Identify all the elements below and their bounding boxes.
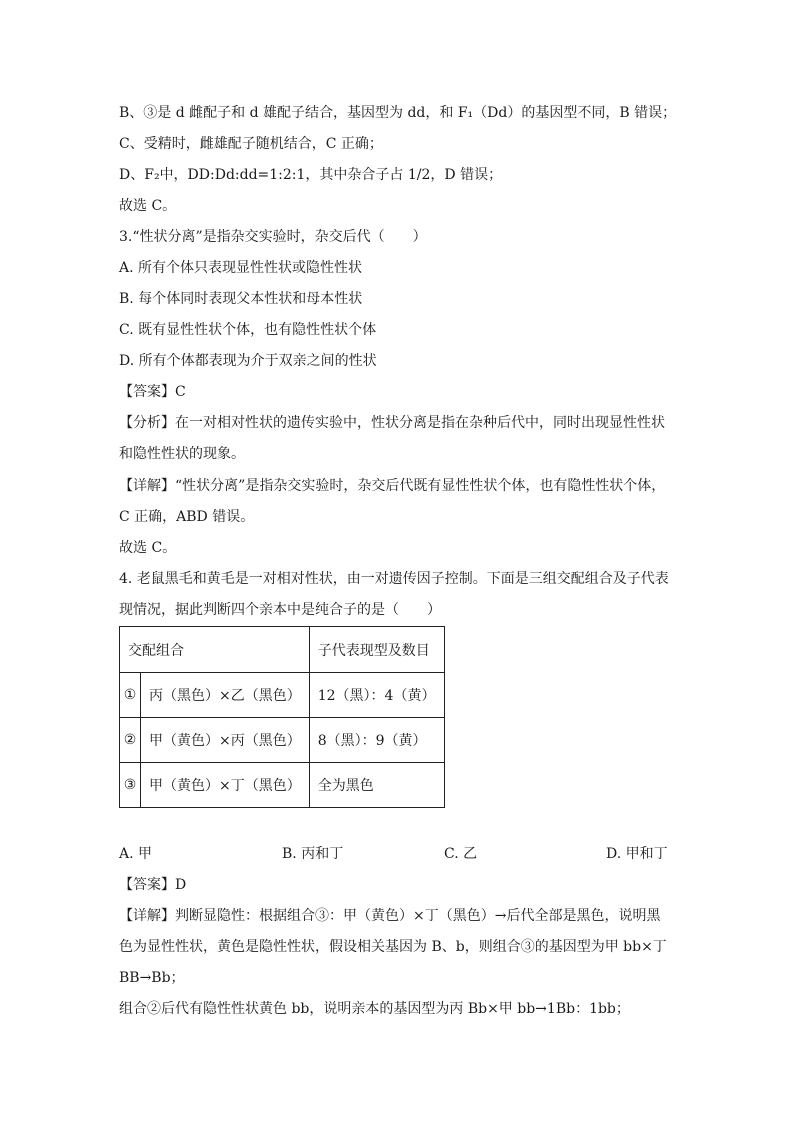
question-3-option-c: C. 既有显性性状个体，也有隐性性状个体 [119, 322, 377, 338]
answer-3: 【答案】C [119, 384, 186, 400]
row-combo: 甲（黄色）×丙（黑色） [141, 718, 310, 763]
text-line: D、F₂中，DD:Dd:dd=1:2:1，其中杂合子占 1/2，D 错误； [119, 167, 503, 183]
detail-3: 【详解】“性状分离”是指杂交实验时，杂交后代既有显性性状个体，也有隐性性状个体， [119, 478, 666, 494]
question-4-option-b: B. 丙和丁 [282, 846, 344, 862]
row-result: 全为黑色 [309, 763, 444, 808]
row-combo: 丙（黑色）×乙（黑色） [141, 673, 310, 718]
conclusion-3: 故选 C。 [119, 540, 177, 556]
question-4: 4. 老鼠黑毛和黄毛是一对相对性状，由一对遗传因子控制。下面是三组交配组合及子代表 [119, 571, 669, 587]
question-3-option-d: D. 所有个体都表现为介于双亲之间的性状 [119, 353, 377, 369]
analysis-3: 【分析】在一对相对性状的遗传实验中，性状分离是指在杂种后代中，同时出现显性性状 [119, 415, 665, 431]
analysis-3: 和隐性性状的现象。 [119, 446, 245, 462]
question-4: 现情况，据此判断四个亲本中是纯合子的是（ ） [119, 602, 441, 618]
row-combo: 甲（黄色）×丁（黑色） [141, 763, 310, 808]
table-row [120, 718, 445, 763]
row-result: 8（黑）：9（黄） [309, 718, 444, 763]
text-line: 故选 C。 [119, 198, 177, 214]
detail-4: 色为显性性状，黄色是隐性性状，假设相关基因为 B、b，则组合③的基因型为甲 bb×丁 [119, 939, 667, 955]
row-result: 12（黑）：4（黄） [309, 673, 444, 718]
question-3: 3.“性状分离”是指杂交实验时，杂交后代（ ） [119, 229, 427, 245]
text-line: B、③是 d 雌配子和 d 雄配子结合，基因型为 dd，和 F₁（Dd）的基因型不同，B 错误； [119, 105, 677, 121]
detail-4: 组合②后代有隐性性状黄色 bb，说明亲本的基因型为丙 Bb×甲 bb→1Bb：1bb； [119, 1001, 630, 1017]
question-4-option-a: A. 甲 [119, 846, 153, 862]
question-3-option-a: A. 所有个体只表现显性性状或隐性性状 [119, 260, 363, 276]
row-number: ① [120, 673, 141, 718]
header-combo: 交配组合 [120, 627, 310, 673]
row-number: ② [120, 718, 141, 763]
table-header-row [120, 627, 445, 673]
cross-table [119, 626, 445, 808]
detail-3: C 正确，ABD 错误。 [119, 509, 255, 525]
text-line: C、受精时，雌雄配子随机结合，C 正确； [119, 136, 383, 152]
answer-4: 【答案】D [119, 877, 187, 893]
detail-4: BB→Bb； [119, 970, 185, 986]
table-row [120, 673, 445, 718]
row-number: ③ [120, 763, 141, 808]
header-result: 子代表现型及数目 [309, 627, 444, 673]
question-3-option-b: B. 每个体同时表现父本性状和母本性状 [119, 291, 363, 307]
detail-4: 【详解】判断显隐性：根据组合③：甲（黄色）×丁（黑色）→后代全部是黑色，说明黑 [119, 908, 661, 924]
question-4-option-d: D. 甲和丁 [606, 846, 668, 862]
question-4-option-c: C. 乙 [444, 846, 478, 862]
table-row [120, 763, 445, 808]
